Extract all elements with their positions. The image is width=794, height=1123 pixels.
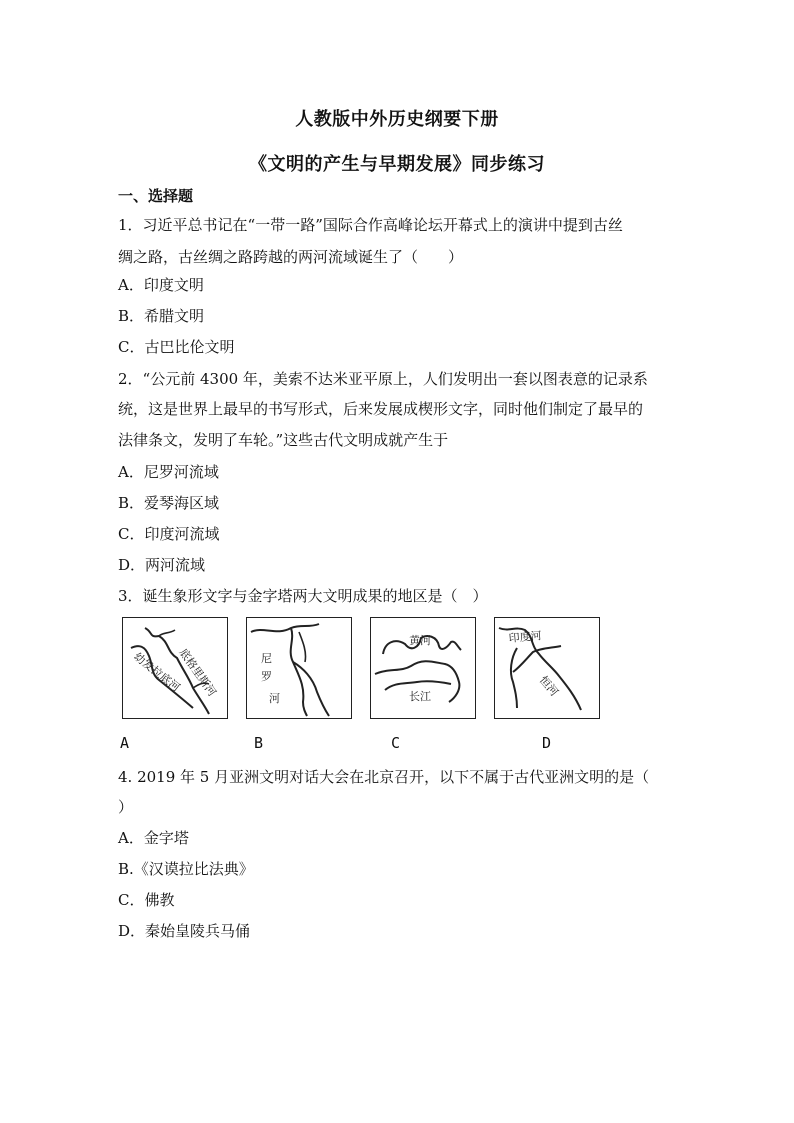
map-c-yellow-river-label: 黄河 — [409, 634, 431, 647]
map-c-rivers — [371, 618, 475, 718]
q2-stem-line3: 法律条文，发明了车轮。”这些古代文明成就产生于 — [118, 431, 449, 449]
map-b-label-3: 河 — [269, 692, 280, 705]
q1-option-c: C．古巴比伦文明 — [118, 338, 235, 356]
map-d-rivers — [495, 618, 599, 718]
map-c-yangtze-label: 长江 — [409, 690, 431, 703]
q2-option-d: D．两河流域 — [118, 556, 206, 574]
section-heading: 一、选择题 — [118, 187, 194, 205]
q2-option-b: B．爱琴海区域 — [118, 494, 220, 512]
doc-title: 人教版中外历史纲要下册 — [295, 109, 499, 130]
map-a-euphrates-label: 幼发拉底河 — [131, 650, 183, 695]
map-a-rivers — [123, 618, 227, 718]
map-a-mesopotamia — [122, 617, 228, 719]
map-b-label-2: 罗 — [261, 670, 272, 683]
q1-stem-line1: 1．习近平总书记在“一带一路”国际合作高峰论坛开幕式上的演讲中提到古丝 — [118, 216, 623, 234]
q4-option-d: D．秦始皇陵兵马俑 — [118, 922, 251, 940]
map-d-indus-label: 印度河 — [508, 629, 543, 645]
q3-stem: 3．诞生象形文字与金字塔两大文明成果的地区是（ ） — [118, 587, 488, 605]
q2-stem-line2: 统，这是世界上最早的书写形式，后来发展成楔形文字，同时他们制定了最早的 — [118, 400, 644, 418]
map-d-india-rivers — [494, 617, 600, 719]
q1-option-a: A．印度文明 — [118, 276, 204, 294]
map-d-label: D — [542, 734, 552, 752]
q4-stem-line2: ） — [118, 798, 134, 816]
map-d-ganges-label: 恒河 — [536, 673, 561, 699]
q1-stem-line2: 绸之路，古丝绸之路跨越的两河流域诞生了（ ） — [118, 248, 464, 266]
q4-option-a: A．金字塔 — [118, 829, 189, 847]
map-b-rivers — [247, 618, 351, 718]
q4-stem-line1: 4. 2019 年 5 月亚洲文明对话大会在北京召开，以下不属于古代亚洲文明的是（ — [118, 768, 650, 786]
map-c-china-rivers — [370, 617, 476, 719]
map-b-nile-label — [261, 652, 272, 665]
q4-option-b: B.《汉谟拉比法典》 — [118, 860, 254, 878]
q2-option-c: C．印度河流域 — [118, 525, 220, 543]
doc-subtitle: 《文明的产生与早期发展》同步练习 — [249, 154, 545, 175]
q2-option-a: A．尼罗河流域 — [118, 463, 219, 481]
q3-map-row — [118, 615, 608, 725]
q2-stem-line1: 2．“公元前 4300 年，美索不达米亚平原上，人们发明出一套以图表意的记录系 — [118, 370, 648, 388]
map-b-nile-char: 尼 — [261, 652, 272, 665]
map-b-nile — [246, 617, 352, 719]
map-b-label: B — [254, 734, 264, 752]
map-c-label: C — [391, 734, 401, 752]
q4-option-c: C．佛教 — [118, 891, 175, 909]
map-a-label: A — [120, 734, 130, 752]
map-a-tigris-label: 底格里斯河 — [176, 646, 219, 699]
q1-option-b: B．希腊文明 — [118, 307, 205, 325]
